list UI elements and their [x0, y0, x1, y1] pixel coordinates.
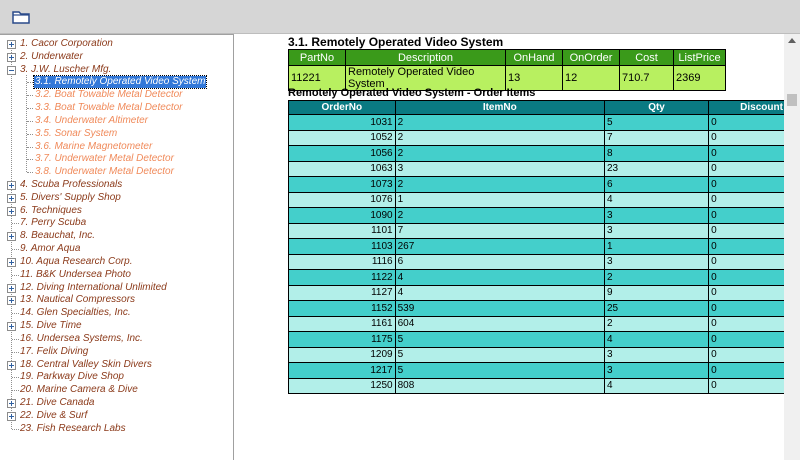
tree-item-label: 2. Underwater	[20, 50, 83, 62]
order-cell: 25	[604, 301, 708, 317]
orders-title: Remotely Operated Video System - Order Items	[288, 87, 536, 99]
part-column-header: OnHand	[506, 50, 563, 66]
tree-child-label: 3.6. Marine Magnetometer	[35, 140, 153, 152]
expand-icon[interactable]	[7, 322, 16, 331]
part-cell: 2369	[674, 66, 726, 91]
table-row	[289, 363, 800, 379]
order-cell: 6	[604, 177, 708, 193]
part-column-header: OnOrder	[563, 50, 620, 66]
table-row	[289, 208, 800, 224]
tree-item-label: 11. B&K Undersea Photo	[20, 268, 131, 280]
order-cell: 2	[395, 115, 604, 131]
tree-line	[27, 159, 33, 160]
tree-line	[12, 313, 19, 314]
tree-child-label: 3.3. Boat Towable Metal Detector	[35, 102, 183, 114]
tree-line	[12, 339, 19, 340]
order-cell: 3	[604, 347, 708, 363]
order-cell: 2	[604, 270, 708, 286]
order-cell: 0	[709, 161, 800, 177]
order-cell: 2	[395, 208, 604, 224]
order-cell: 0	[709, 378, 800, 394]
part-cell: 710.7	[620, 66, 674, 91]
expand-icon[interactable]	[7, 284, 16, 293]
order-column-header: Discount	[709, 101, 800, 115]
tree-item-label: 14. Glen Specialties, Inc.	[20, 307, 131, 319]
order-cell: 1152	[289, 301, 396, 317]
order-cell: 0	[709, 146, 800, 162]
expand-icon[interactable]	[7, 232, 16, 241]
table-row	[289, 285, 800, 301]
order-column-header: Qty	[604, 101, 708, 115]
tree-item-label: 4. Scuba Professionals	[20, 179, 123, 191]
order-cell: 1161	[289, 316, 396, 332]
order-cell: 1103	[289, 239, 396, 255]
table-row	[289, 177, 800, 193]
toolbar	[0, 0, 800, 34]
tree-item-label: 5. Divers' Supply Shop	[20, 191, 121, 203]
tree-item-label: 20. Marine Camera & Dive	[20, 384, 138, 396]
order-cell: 0	[709, 208, 800, 224]
table-row	[289, 301, 800, 317]
tree-line	[27, 82, 33, 83]
order-cell: 0	[709, 316, 800, 332]
collapse-icon[interactable]	[7, 66, 16, 75]
tree-item-label: 9. Amor Aqua	[20, 243, 81, 255]
order-cell: 3	[604, 208, 708, 224]
order-cell: 1	[395, 192, 604, 208]
tree-item-label: 16. Undersea Systems, Inc.	[20, 332, 143, 344]
tree-item-label: 6. Techniques	[20, 204, 82, 216]
tree-line	[12, 223, 19, 224]
tree-line	[12, 352, 19, 353]
order-cell: 1090	[289, 208, 396, 224]
tree-child-label: 3.4. Underwater Altimeter	[35, 114, 149, 126]
order-cell: 5	[604, 115, 708, 131]
table-row	[289, 223, 800, 239]
table-row	[289, 146, 800, 162]
tree-item-label: 23. Fish Research Labs	[20, 422, 126, 434]
order-cell: 4	[604, 332, 708, 348]
tree-item-label: 22. Dive & Surf	[20, 409, 88, 421]
order-cell: 2	[395, 177, 604, 193]
part-column-header: PartNo	[289, 50, 346, 66]
order-cell: 6	[395, 254, 604, 270]
tree-line	[12, 249, 19, 250]
order-cell: 1122	[289, 270, 396, 286]
order-cell: 1209	[289, 347, 396, 363]
order-cell: 1076	[289, 192, 396, 208]
order-cell: 1127	[289, 285, 396, 301]
order-cell: 0	[709, 192, 800, 208]
open-folder-button[interactable]	[10, 7, 32, 27]
tree-child-label: 3.5. Sonar System	[35, 127, 118, 139]
order-cell: 808	[395, 378, 604, 394]
expand-icon[interactable]	[7, 194, 16, 203]
part-cell: 11221	[289, 66, 346, 91]
order-cell: 1101	[289, 223, 396, 239]
order-cell: 3	[604, 254, 708, 270]
expand-icon[interactable]	[7, 40, 16, 49]
table-row	[289, 332, 800, 348]
order-cell: 5	[395, 363, 604, 379]
order-cell: 5	[395, 347, 604, 363]
tree-item-label: 18. Central Valley Skin Divers	[20, 358, 152, 370]
tree-line	[26, 75, 27, 173]
tree-line	[27, 147, 33, 148]
order-cell: 1073	[289, 177, 396, 193]
tree-line	[12, 275, 19, 276]
order-cell: 1	[604, 239, 708, 255]
order-cell: 4	[395, 270, 604, 286]
tree-line	[12, 390, 19, 391]
scroll-thumb[interactable]	[787, 94, 797, 106]
expand-icon[interactable]	[7, 296, 16, 305]
table-row	[289, 115, 800, 131]
tree-item-label: 1. Cacor Corporation	[20, 38, 113, 49]
table-row	[289, 270, 800, 286]
part-cell: 13	[506, 66, 563, 91]
order-cell: 2	[395, 146, 604, 162]
table-row	[289, 239, 800, 255]
part-cell: Remotely Operated Video System	[346, 66, 506, 91]
order-column-header: OrderNo	[289, 101, 396, 115]
tree-item-label: 21. Dive Canada	[20, 396, 95, 408]
order-cell: 1063	[289, 161, 396, 177]
tree-child-label: 3.1. Remotely Operated Video System	[35, 76, 206, 88]
expand-icon[interactable]	[7, 181, 16, 190]
order-cell: 7	[604, 130, 708, 146]
order-cell: 0	[709, 239, 800, 255]
order-cell: 8	[604, 146, 708, 162]
order-cell: 539	[395, 301, 604, 317]
order-cell: 4	[604, 378, 708, 394]
tree-item-label: 8. Beauchat, Inc.	[20, 230, 96, 242]
tree-line	[27, 121, 33, 122]
tree-child-label: 3.8. Underwater Metal Detector	[35, 166, 174, 178]
order-cell: 3	[604, 223, 708, 239]
part-column-header: ListPrice	[674, 50, 726, 66]
tree-item-label: 19. Parkway Dive Shop	[20, 371, 124, 383]
order-cell: 2	[604, 316, 708, 332]
tree-item-label: 10. Aqua Research Corp.	[20, 255, 133, 267]
order-cell: 0	[709, 130, 800, 146]
tree-panel[interactable]	[0, 34, 234, 460]
order-cell: 0	[709, 115, 800, 131]
order-cell: 1031	[289, 115, 396, 131]
order-cell: 0	[709, 347, 800, 363]
order-cell: 3	[395, 161, 604, 177]
scroll-up-icon[interactable]	[788, 38, 796, 43]
order-cell: 0	[709, 177, 800, 193]
tree-line	[27, 134, 33, 135]
order-cell: 0	[709, 223, 800, 239]
order-cell: 1116	[289, 254, 396, 270]
page-title: 3.1. Remotely Operated Video System	[288, 35, 504, 49]
tree-item-label: 3. J.W. Luscher Mfg.	[20, 63, 112, 75]
order-cell: 23	[604, 161, 708, 177]
part-cell: 12	[563, 66, 620, 91]
order-cell: 1175	[289, 332, 396, 348]
order-cell: 0	[709, 363, 800, 379]
tree-item-label: 13. Nautical Compressors	[20, 294, 136, 306]
tree-item-label: 17. Felix Diving	[20, 345, 89, 357]
order-cell: 2	[395, 130, 604, 146]
order-cell: 4	[604, 192, 708, 208]
table-row	[289, 378, 800, 394]
tree-line	[12, 429, 19, 430]
order-cell: 4	[395, 285, 604, 301]
tree-line	[27, 95, 33, 96]
tree-item-label: 12. Diving International Unlimited	[20, 281, 167, 293]
expand-icon[interactable]	[7, 412, 16, 421]
order-cell: 3	[604, 363, 708, 379]
order-cell: 0	[709, 301, 800, 317]
part-table	[288, 49, 726, 91]
content-pane	[235, 34, 800, 460]
tree-line	[12, 377, 19, 378]
table-row	[289, 254, 800, 270]
order-cell: 604	[395, 316, 604, 332]
table-row	[289, 347, 800, 363]
order-cell: 0	[709, 332, 800, 348]
order-cell: 0	[709, 270, 800, 286]
tree-item-label: 7. Perry Scuba	[20, 217, 87, 229]
order-cell: 1056	[289, 146, 396, 162]
tree-child-label: 3.7. Underwater Metal Detector	[35, 153, 174, 165]
order-cell: 5	[395, 332, 604, 348]
vertical-scrollbar[interactable]	[784, 34, 800, 460]
order-cell: 7	[395, 223, 604, 239]
order-cell: 0	[709, 254, 800, 270]
order-table	[288, 100, 800, 394]
part-column-header: Cost	[620, 50, 674, 66]
order-cell: 267	[395, 239, 604, 255]
table-row	[289, 192, 800, 208]
table-row	[289, 130, 800, 146]
table-row	[289, 161, 800, 177]
tree-child-label: 3.2. Boat Towable Metal Detector	[35, 89, 183, 101]
expand-icon[interactable]	[7, 361, 16, 370]
tree-line	[27, 108, 33, 109]
expand-icon[interactable]	[7, 258, 16, 267]
expand-icon[interactable]	[7, 207, 16, 216]
part-column-header: Description	[346, 50, 506, 66]
tree-line	[27, 172, 33, 173]
expand-icon[interactable]	[7, 399, 16, 408]
table-row	[289, 316, 800, 332]
order-cell: 1052	[289, 130, 396, 146]
folder-open-icon	[10, 7, 32, 27]
expand-icon[interactable]	[7, 53, 16, 62]
order-cell: 1250	[289, 378, 396, 394]
order-cell: 9	[604, 285, 708, 301]
order-column-header: ItemNo	[395, 101, 604, 115]
order-cell: 0	[709, 285, 800, 301]
tree-item-label: 15. Dive Time	[20, 320, 82, 332]
order-cell: 1217	[289, 363, 396, 379]
